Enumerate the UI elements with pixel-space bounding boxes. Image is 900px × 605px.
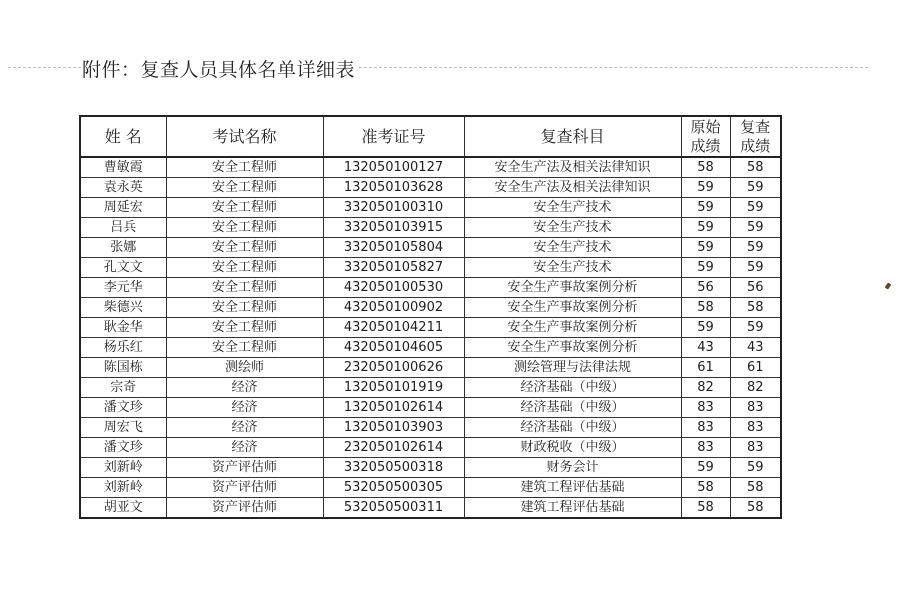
cell-name: 周延宏: [80, 198, 166, 218]
cell-original: 82: [681, 378, 730, 398]
cell-original: 59: [681, 198, 730, 218]
table-row: [80, 498, 781, 519]
table-row: [80, 478, 781, 498]
cell-review: 83: [730, 398, 781, 418]
cell-subject: 安全生产事故案例分析: [464, 338, 681, 358]
cell-exam: 资产评估师: [166, 498, 323, 519]
cell-subject: 经济基础（中级）: [464, 398, 681, 418]
cell-original: 59: [681, 318, 730, 338]
cell-exam: 安全工程师: [166, 278, 323, 298]
header-original-score: [681, 116, 730, 157]
cell-name: 刘新岭: [80, 458, 166, 478]
cell-ticket: 132050103628: [323, 178, 464, 198]
cell-original: 59: [681, 178, 730, 198]
cell-subject: 财政税收（中级）: [464, 438, 681, 458]
cell-subject: 安全生产技术: [464, 198, 681, 218]
header-review-line1: 复查: [740, 117, 771, 136]
cell-subject: 财务会计: [464, 458, 681, 478]
table-row: [80, 398, 781, 418]
cell-name: 陈国栋: [80, 358, 166, 378]
cell-exam: 经济: [166, 418, 323, 438]
cell-name: 孔文文: [80, 258, 166, 278]
cell-ticket: 432050104211: [323, 318, 464, 338]
cell-subject: 安全生产事故案例分析: [464, 298, 681, 318]
table-row: [80, 418, 781, 438]
cell-exam: 安全工程师: [166, 258, 323, 278]
table-row: [80, 198, 781, 218]
cell-subject: 安全生产法及相关法律知识: [464, 178, 681, 198]
cell-ticket: 132050103903: [323, 418, 464, 438]
cell-review: 82: [730, 378, 781, 398]
cell-name: 曹敏霞: [80, 157, 166, 178]
cell-review: 83: [730, 418, 781, 438]
header-name: 姓 名: [80, 116, 166, 157]
cell-ticket: 132050102614: [323, 398, 464, 418]
cell-subject: 经济基础（中级）: [464, 418, 681, 438]
cell-ticket: 232050100626: [323, 358, 464, 378]
cell-original: 83: [681, 418, 730, 438]
cell-name: 宗奇: [80, 378, 166, 398]
cell-subject: 测绘管理与法律法规: [464, 358, 681, 378]
cell-review: 58: [730, 498, 781, 519]
cell-exam: 安全工程师: [166, 198, 323, 218]
cell-exam: 安全工程师: [166, 178, 323, 198]
cell-original: 59: [681, 238, 730, 258]
cell-ticket: 232050102614: [323, 438, 464, 458]
table-row: [80, 278, 781, 298]
table-row: [80, 378, 781, 398]
cell-name: 周宏飞: [80, 418, 166, 438]
cell-subject: 安全生产技术: [464, 218, 681, 238]
cell-exam: 资产评估师: [166, 478, 323, 498]
cell-ticket: 332050103915: [323, 218, 464, 238]
table-row: [80, 298, 781, 318]
cell-review: 56: [730, 278, 781, 298]
table-row: [80, 438, 781, 458]
cell-ticket: 332050500318: [323, 458, 464, 478]
cell-ticket: 532050500311: [323, 498, 464, 519]
cell-exam: 测绘师: [166, 358, 323, 378]
cell-exam: 安全工程师: [166, 298, 323, 318]
cell-review: 43: [730, 338, 781, 358]
cell-name: 吕兵: [80, 218, 166, 238]
cell-original: 61: [681, 358, 730, 378]
header-subject: 复查科目: [464, 116, 681, 157]
cell-subject: 建筑工程评估基础: [464, 478, 681, 498]
cell-exam: 经济: [166, 398, 323, 418]
cell-ticket: 132050100127: [323, 157, 464, 178]
cell-review: 59: [730, 178, 781, 198]
cell-name: 柴德兴: [80, 298, 166, 318]
cell-ticket: 332050105827: [323, 258, 464, 278]
cell-exam: 安全工程师: [166, 318, 323, 338]
cell-ticket: 332050105804: [323, 238, 464, 258]
cell-review: 58: [730, 157, 781, 178]
cell-subject: 安全生产技术: [464, 258, 681, 278]
cell-review: 59: [730, 258, 781, 278]
cell-review: 59: [730, 318, 781, 338]
header-review-score: [730, 116, 781, 157]
cell-original: 43: [681, 338, 730, 358]
cell-ticket: 432050100902: [323, 298, 464, 318]
cell-review: 61: [730, 358, 781, 378]
table-row: [80, 318, 781, 338]
cell-name: 李元华: [80, 278, 166, 298]
cell-subject: 经济基础（中级）: [464, 378, 681, 398]
cell-exam: 资产评估师: [166, 458, 323, 478]
cell-review: 58: [730, 298, 781, 318]
cell-subject: 建筑工程评估基础: [464, 498, 681, 519]
cell-exam: 安全工程师: [166, 338, 323, 358]
cell-review: 59: [730, 218, 781, 238]
cell-original: 58: [681, 498, 730, 519]
cell-exam: 安全工程师: [166, 157, 323, 178]
cell-original: 58: [681, 298, 730, 318]
table-row: [80, 218, 781, 238]
table-row: [80, 458, 781, 478]
header-original-line2: 成绩: [690, 136, 721, 155]
cell-original: 59: [681, 218, 730, 238]
table-row: [80, 338, 781, 358]
cell-name: 刘新岭: [80, 478, 166, 498]
cell-original: 56: [681, 278, 730, 298]
cell-original: 59: [681, 458, 730, 478]
table-row: [80, 258, 781, 278]
cell-ticket: 132050101919: [323, 378, 464, 398]
cell-name: 袁永英: [80, 178, 166, 198]
cell-review: 59: [730, 238, 781, 258]
cell-ticket: 332050100310: [323, 198, 464, 218]
cell-original: 58: [681, 157, 730, 178]
table-row: [80, 157, 781, 178]
header-review-line2: 成绩: [740, 136, 771, 155]
table-row: [80, 238, 781, 258]
cell-subject: 安全生产技术: [464, 238, 681, 258]
cell-name: 胡亚文: [80, 498, 166, 519]
cell-subject: 安全生产法及相关法律知识: [464, 157, 681, 178]
cell-original: 83: [681, 398, 730, 418]
page-title: 附件：复查人员具体名单详细表: [82, 55, 359, 82]
scan-speck: [885, 282, 892, 289]
table-header-row: [80, 116, 781, 157]
cell-ticket: 532050500305: [323, 478, 464, 498]
cell-name: 潘文珍: [80, 438, 166, 458]
cell-subject: 安全生产事故案例分析: [464, 278, 681, 298]
cell-ticket: 432050104605: [323, 338, 464, 358]
header-original-line1: 原始: [690, 117, 721, 136]
table-row: [80, 358, 781, 378]
cell-original: 58: [681, 478, 730, 498]
cell-review: 59: [730, 458, 781, 478]
cell-original: 59: [681, 258, 730, 278]
cell-exam: 经济: [166, 438, 323, 458]
cell-review: 58: [730, 478, 781, 498]
cell-name: 潘文珍: [80, 398, 166, 418]
cell-exam: 安全工程师: [166, 218, 323, 238]
cell-exam: 经济: [166, 378, 323, 398]
cell-review: 59: [730, 198, 781, 218]
cell-exam: 安全工程师: [166, 238, 323, 258]
review-roster-table: [79, 115, 782, 519]
cell-name: 张娜: [80, 238, 166, 258]
cell-original: 83: [681, 438, 730, 458]
cell-name: 杨乐红: [80, 338, 166, 358]
cell-subject: 安全生产事故案例分析: [464, 318, 681, 338]
table-row: [80, 178, 781, 198]
cell-ticket: 432050100530: [323, 278, 464, 298]
header-exam: 考试名称: [166, 116, 323, 157]
header-ticket: 准考证号: [323, 116, 464, 157]
cell-name: 耿金华: [80, 318, 166, 338]
cell-review: 83: [730, 438, 781, 458]
